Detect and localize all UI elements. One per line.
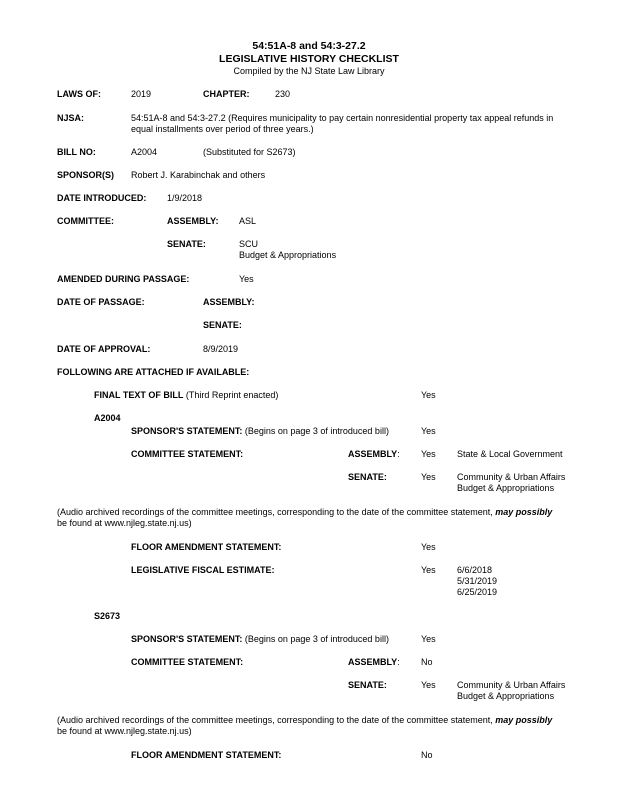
a2004-audio-pre: (Audio archived recordings of the committee meetings, corresponding to the date of the committee statement, xyxy=(57,507,493,517)
date-introduced-value: 1/9/2018 xyxy=(167,193,203,203)
sponsors-label: SPONSOR(S) xyxy=(57,170,115,180)
s2673-sponsor-label: SPONSOR'S STATEMENT: xyxy=(131,634,243,644)
s2673-audio-note-line1 xyxy=(57,715,552,726)
bill-no-label: BILL NO: xyxy=(57,147,96,157)
a2004-audio-note-line2: be found at www.njleg.state.nj.us) xyxy=(57,518,192,528)
date-of-approval-value: 8/9/2019 xyxy=(203,344,239,354)
final-text-label: FINAL TEXT OF BILL xyxy=(94,390,184,400)
title-checklist: LEGISLATIVE HISTORY CHECKLIST xyxy=(219,53,399,65)
a2004-senate-value: Yes xyxy=(421,472,436,482)
title-statute: 54:51A-8 and 54:3-27.2 xyxy=(252,40,366,52)
a2004-floor-value: Yes xyxy=(421,542,436,552)
a2004-assembly-colon: : xyxy=(397,449,400,459)
s2673-audio-emphasis: may possibly xyxy=(495,715,553,725)
s2673-senate-label: SENATE: xyxy=(348,680,387,690)
s2673-floor-value: No xyxy=(421,750,433,760)
committee-senate-label: SENATE: xyxy=(167,239,206,249)
a2004-sponsor-row xyxy=(131,426,389,437)
a2004-fiscal-label: LEGISLATIVE FISCAL ESTIMATE: xyxy=(131,565,275,575)
s2673-senate-value: Yes xyxy=(421,680,436,690)
chapter-label: CHAPTER: xyxy=(203,89,250,99)
s2673-sponsor-value: Yes xyxy=(421,634,436,644)
date-of-passage-label: DATE OF PASSAGE: xyxy=(57,297,145,307)
amended-label: AMENDED DURING PASSAGE: xyxy=(57,274,190,284)
s2673-senate-detail1: Community & Urban Affairs xyxy=(457,680,566,690)
a2004-floor-label: FLOOR AMENDMENT STATEMENT: xyxy=(131,542,282,552)
following-attached-heading: FOLLOWING ARE ATTACHED IF AVAILABLE: xyxy=(57,367,250,377)
a2004-assembly-value: Yes xyxy=(421,449,436,459)
committee-senate-value1: SCU xyxy=(239,239,259,249)
njsa-line1: 54:51A-8 and 54:3-27.2 (Requires municipality to pay certain nonresidential property tax appeal refunds in xyxy=(131,113,554,123)
committee-assembly-value: ASL xyxy=(239,216,257,226)
a2004-senate-detail2: Budget & Appropriations xyxy=(457,483,555,493)
date-of-approval-label: DATE OF APPROVAL: xyxy=(57,344,151,354)
s2673-sponsor-note: (Begins on page 3 of introduced bill) xyxy=(244,634,389,644)
a2004-heading: A2004 xyxy=(94,413,121,423)
a2004-fiscal-date2: 5/31/2019 xyxy=(457,576,498,586)
laws-of-value: 2019 xyxy=(131,89,152,99)
a2004-audio-emphasis: may possibly xyxy=(495,507,553,517)
s2673-assembly-value: No xyxy=(421,657,433,667)
s2673-senate-detail2: Budget & Appropriations xyxy=(457,691,555,701)
date-introduced-label: DATE INTRODUCED: xyxy=(57,193,147,203)
njsa-label: NJSA: xyxy=(57,113,85,123)
final-text-value: Yes xyxy=(421,390,436,400)
laws-of-label: LAWS OF: xyxy=(57,89,101,99)
s2673-assembly-label: ASSEMBLY xyxy=(348,657,398,667)
a2004-fiscal-value: Yes xyxy=(421,565,436,575)
a2004-fiscal-date1: 6/6/2018 xyxy=(457,565,493,575)
chapter-value: 230 xyxy=(275,89,291,99)
njsa-line2: equal installments over period of three years.) xyxy=(131,124,314,134)
final-text-note: (Third Reprint enacted) xyxy=(185,390,279,400)
committee-senate-value2: Budget & Appropriations xyxy=(239,250,337,260)
s2673-assembly-colon: : xyxy=(397,657,400,667)
s2673-heading: S2673 xyxy=(94,611,121,621)
sponsors-value: Robert J. Karabinchak and others xyxy=(131,170,266,180)
committee-assembly-label: ASSEMBLY: xyxy=(167,216,219,226)
passage-senate-label: SENATE: xyxy=(203,320,242,330)
a2004-committee-label: COMMITTEE STATEMENT: xyxy=(131,449,244,459)
a2004-assembly-detail: State & Local Government xyxy=(457,449,563,459)
a2004-assembly-label: ASSEMBLY xyxy=(348,449,398,459)
s2673-audio-note-line2: be found at www.njleg.state.nj.us) xyxy=(57,726,192,736)
passage-assembly-label: ASSEMBLY: xyxy=(203,297,255,307)
final-text-row xyxy=(94,390,278,401)
a2004-sponsor-note: (Begins on page 3 of introduced bill) xyxy=(244,426,389,436)
s2673-assembly-row xyxy=(348,657,400,668)
a2004-sponsor-label: SPONSOR'S STATEMENT: xyxy=(131,426,243,436)
bill-substitution-note: (Substituted for S2673) xyxy=(203,147,296,157)
a2004-audio-note-line1 xyxy=(57,507,552,518)
a2004-sponsor-value: Yes xyxy=(421,426,436,436)
s2673-floor-label: FLOOR AMENDMENT STATEMENT: xyxy=(131,750,282,760)
bill-no-value: A2004 xyxy=(131,147,158,157)
committee-label: COMMITTEE: xyxy=(57,216,114,226)
a2004-senate-label: SENATE: xyxy=(348,472,387,482)
subtitle-compiler: Compiled by the NJ State Law Library xyxy=(233,66,385,76)
a2004-fiscal-date3: 6/25/2019 xyxy=(457,587,498,597)
s2673-sponsor-row xyxy=(131,634,389,645)
s2673-committee-label: COMMITTEE STATEMENT: xyxy=(131,657,244,667)
s2673-audio-pre: (Audio archived recordings of the committee meetings, corresponding to the date of the committee statement, xyxy=(57,715,493,725)
a2004-senate-detail1: Community & Urban Affairs xyxy=(457,472,566,482)
a2004-assembly-row xyxy=(348,449,400,460)
amended-value: Yes xyxy=(239,274,254,284)
